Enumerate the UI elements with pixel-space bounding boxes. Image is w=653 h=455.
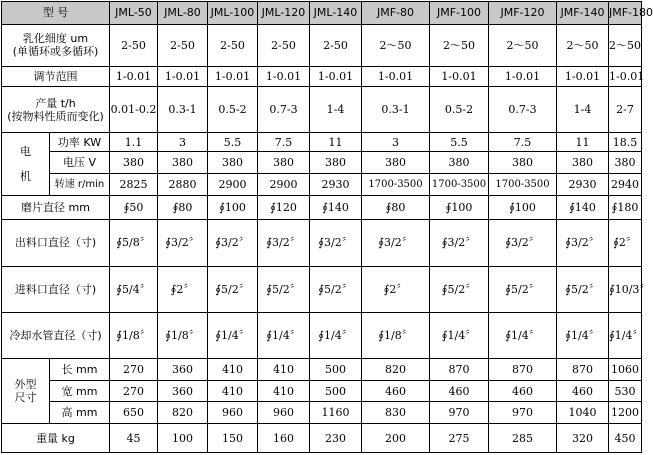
output-label xyxy=(2,87,110,132)
table-cell: ∮80 xyxy=(158,195,208,220)
table-cell: ∮1/4〞 xyxy=(557,312,609,358)
table-cell: ∮1/4〞 xyxy=(208,312,258,358)
table-cell: 1700-3500 xyxy=(430,173,489,195)
table-cell: 1-0.01 xyxy=(430,66,489,87)
table-cell: 870 xyxy=(430,359,489,381)
table-cell: 460 xyxy=(489,380,557,402)
table-cell: 500 xyxy=(310,380,362,402)
table-cell: ∮50 xyxy=(110,195,158,220)
model-header: JMF-180 xyxy=(609,2,642,25)
table-cell: ∮1/8〞 xyxy=(362,312,430,358)
table-cell: ∮5/2〞 xyxy=(310,266,362,312)
table-cell: 380 xyxy=(609,152,642,174)
dims-group-label-bottom: 尺寸 xyxy=(14,391,37,405)
table-cell: 460 xyxy=(362,380,430,402)
table-cell: ∮5/4〞 xyxy=(110,266,158,312)
table-cell: 380 xyxy=(258,152,310,174)
table-cell: 7.5 xyxy=(258,132,310,152)
table-cell: 410 xyxy=(208,359,258,381)
table-cell: ∮1/8〞 xyxy=(110,312,158,358)
table-cell: 380 xyxy=(430,152,489,174)
table-cell: ∮2〞 xyxy=(158,266,208,312)
table-cell: 270 xyxy=(110,359,158,381)
table-cell: 410 xyxy=(258,380,310,402)
cooling-row xyxy=(2,312,642,358)
table-cell: 360 xyxy=(158,380,208,402)
inlet-label: 进料口直径（寸) xyxy=(2,266,110,312)
range-row xyxy=(2,66,642,87)
table-cell: 1.1 xyxy=(110,132,158,152)
table-cell: ∮1/4〞 xyxy=(489,312,557,358)
range-label: 调节范围 xyxy=(2,66,110,87)
motor-speed-row xyxy=(2,173,642,195)
table-cell: 2825 xyxy=(110,173,158,195)
motor-voltage-row xyxy=(2,152,642,174)
table-cell: 150 xyxy=(208,424,258,453)
table-cell: 0.3-1 xyxy=(158,87,208,132)
output-label-line2: (按物料性质而变化) xyxy=(7,109,104,123)
table-cell: 0.5-2 xyxy=(430,87,489,132)
table-cell: 970 xyxy=(489,402,557,424)
weight-row xyxy=(2,424,642,453)
table-cell: 2-50 xyxy=(310,24,362,66)
model-header: JML-80 xyxy=(158,2,208,25)
table-cell: 1160 xyxy=(310,402,362,424)
table-cell: 380 xyxy=(489,152,557,174)
table-cell: 1-0.01 xyxy=(258,66,310,87)
disc-row xyxy=(2,195,642,220)
model-header: JML-140 xyxy=(310,2,362,25)
table-cell: 1-0.01 xyxy=(110,66,158,87)
table-cell: 275 xyxy=(430,424,489,453)
table-cell: ∮3/2〞 xyxy=(310,220,362,266)
motor-power-row xyxy=(2,132,642,152)
width-label: 宽 mm xyxy=(50,380,110,402)
table-cell: 380 xyxy=(208,152,258,174)
fineness-label-line2: (单循环或多循环) xyxy=(12,45,99,59)
table-cell: 2-7 xyxy=(609,87,642,132)
table-cell: 1-0.01 xyxy=(557,66,609,87)
model-header: JMF-100 xyxy=(430,2,489,25)
table-cell: ∮5/8〞 xyxy=(110,220,158,266)
table-cell: ∮5/2〞 xyxy=(208,266,258,312)
table-cell: 1-4 xyxy=(557,87,609,132)
table-cell: 870 xyxy=(489,359,557,381)
table-cell: 1-0.01 xyxy=(489,66,557,87)
table-cell: ∮5/2〞 xyxy=(258,266,310,312)
table-cell: 2-50 xyxy=(208,24,258,66)
table-cell: 2930 xyxy=(310,173,362,195)
output-row xyxy=(2,87,642,132)
table-cell: 1040 xyxy=(557,402,609,424)
table-cell: 0.7-3 xyxy=(489,87,557,132)
table-cell: 2900 xyxy=(258,173,310,195)
table-cell: 1200 xyxy=(609,402,642,424)
table-cell: 0.7-3 xyxy=(258,87,310,132)
motor-group-label-bottom: 机 xyxy=(20,169,31,183)
table-cell: ∮1/4〞 xyxy=(430,312,489,358)
table-cell: ∮5/2〞 xyxy=(430,266,489,312)
fineness-label xyxy=(2,24,110,66)
dims-width-row xyxy=(2,380,642,402)
table-cell: ∮3/2〞 xyxy=(362,220,430,266)
table-cell: 650 xyxy=(110,402,158,424)
dims-group-label-top: 外型 xyxy=(14,378,37,392)
table-cell: 460 xyxy=(557,380,609,402)
table-cell: 270 xyxy=(110,380,158,402)
table-cell: ∮100 xyxy=(489,195,557,220)
table-cell: 1-4 xyxy=(310,87,362,132)
table-cell: 2880 xyxy=(158,173,208,195)
table-cell: 2-50 xyxy=(158,24,208,66)
model-header: JML-120 xyxy=(258,2,310,25)
table-cell: ∮3/2〞 xyxy=(430,220,489,266)
table-cell: 500 xyxy=(310,359,362,381)
cooling-label: 冷却水管直径（寸) xyxy=(2,312,110,358)
table-cell: 18.5 xyxy=(609,132,642,152)
table-cell: 2～50 xyxy=(430,24,489,66)
table-cell: 11 xyxy=(557,132,609,152)
table-cell: 0.3-1 xyxy=(362,87,430,132)
table-cell: 3 xyxy=(362,132,430,152)
table-cell: ∮140 xyxy=(310,195,362,220)
outlet-label: 出料口直径（寸) xyxy=(2,220,110,266)
table-cell: 1060 xyxy=(609,359,642,381)
table-cell: 230 xyxy=(310,424,362,453)
table-cell: 1-0.01 xyxy=(208,66,258,87)
table-cell: 960 xyxy=(208,402,258,424)
table-cell: 285 xyxy=(489,424,557,453)
table-cell: 5.5 xyxy=(208,132,258,152)
table-cell: ∮1/4〞 xyxy=(609,312,642,358)
dims-group-label xyxy=(2,359,50,424)
fineness-label-line1: 乳化细度 um xyxy=(22,32,89,46)
table-cell: 2～50 xyxy=(362,24,430,66)
model-header: JMF-80 xyxy=(362,2,430,25)
table-cell: 320 xyxy=(557,424,609,453)
table-cell: ∮100 xyxy=(430,195,489,220)
header-row xyxy=(2,2,642,25)
model-header: JMF-140 xyxy=(557,2,609,25)
inlet-row xyxy=(2,266,642,312)
table-cell: 2～50 xyxy=(609,24,642,66)
table-cell: 1-0.01 xyxy=(609,66,642,87)
table-cell: 1700-3500 xyxy=(362,173,430,195)
model-header: JMF-120 xyxy=(489,2,557,25)
table-cell: 11 xyxy=(310,132,362,152)
table-cell: ∮5/2〞 xyxy=(489,266,557,312)
table-cell: ∮1/4〞 xyxy=(258,312,310,358)
table-cell: ∮140 xyxy=(557,195,609,220)
table-cell: 2940 xyxy=(609,173,642,195)
table-cell: 5.5 xyxy=(430,132,489,152)
table-cell: ∮1/4〞 xyxy=(310,312,362,358)
table-cell: ∮5/2〞 xyxy=(557,266,609,312)
disc-label: 磨片直径 mm xyxy=(2,195,110,220)
table-cell: 1-0.01 xyxy=(310,66,362,87)
table-cell: 160 xyxy=(258,424,310,453)
table-cell: ∮10/3〞 xyxy=(609,266,642,312)
table-cell: 1700-3500 xyxy=(489,173,557,195)
table-cell: 3 xyxy=(158,132,208,152)
table-cell: 380 xyxy=(557,152,609,174)
dims-height-row xyxy=(2,402,642,424)
table-cell: 450 xyxy=(609,424,642,453)
table-cell: ∮2〞 xyxy=(609,220,642,266)
output-label-line1: 产量 t/h xyxy=(35,96,76,110)
length-label: 长 mm xyxy=(50,359,110,381)
table-cell: ∮1/8〞 xyxy=(158,312,208,358)
table-cell: ∮3/2〞 xyxy=(208,220,258,266)
table-cell: 200 xyxy=(362,424,430,453)
model-header: JML-100 xyxy=(208,2,258,25)
table-cell: ∮80 xyxy=(362,195,430,220)
table-cell: ∮3/2〞 xyxy=(557,220,609,266)
voltage-label: 电压 V xyxy=(50,152,110,174)
table-cell: 2-50 xyxy=(110,24,158,66)
table-cell: 100 xyxy=(158,424,208,453)
table-cell: 2930 xyxy=(557,173,609,195)
table-cell: 380 xyxy=(158,152,208,174)
table-cell: 830 xyxy=(362,402,430,424)
table-cell: ∮120 xyxy=(258,195,310,220)
table-cell: 2～50 xyxy=(489,24,557,66)
weight-label: 重量 kg xyxy=(2,424,110,453)
table-cell: 530 xyxy=(609,380,642,402)
model-header: JML-50 xyxy=(110,2,158,25)
table-cell: 960 xyxy=(258,402,310,424)
fineness-row xyxy=(2,24,642,66)
table-cell: 360 xyxy=(158,359,208,381)
table-cell: 380 xyxy=(310,152,362,174)
table-cell: 2～50 xyxy=(557,24,609,66)
motor-group-label-top: 电 xyxy=(20,144,31,158)
height-label: 高 mm xyxy=(50,402,110,424)
speed-label: 转速 r/min xyxy=(50,173,110,195)
table-cell: ∮3/2〞 xyxy=(258,220,310,266)
table-cell: 460 xyxy=(430,380,489,402)
table-cell: ∮2〞 xyxy=(362,266,430,312)
table-cell: 820 xyxy=(158,402,208,424)
dims-length-row xyxy=(2,359,642,381)
table-cell: ∮180 xyxy=(609,195,642,220)
table-cell: 410 xyxy=(208,380,258,402)
outlet-row xyxy=(2,220,642,266)
table-cell: 870 xyxy=(557,359,609,381)
power-label: 功率 KW xyxy=(50,132,110,152)
table-cell: ∮3/2〞 xyxy=(489,220,557,266)
table-cell: ∮100 xyxy=(208,195,258,220)
table-cell: 2900 xyxy=(208,173,258,195)
table-cell: 410 xyxy=(258,359,310,381)
table-cell: 380 xyxy=(362,152,430,174)
table-cell: 45 xyxy=(110,424,158,453)
table-cell: 7.5 xyxy=(489,132,557,152)
table-cell: 820 xyxy=(362,359,430,381)
table-cell: 970 xyxy=(430,402,489,424)
table-cell: 380 xyxy=(110,152,158,174)
table-cell: ∮3/2〞 xyxy=(158,220,208,266)
motor-group-label xyxy=(2,132,50,195)
model-header-label: 型 号 xyxy=(2,2,110,25)
table-cell: 1-0.01 xyxy=(362,66,430,87)
table-cell: 0.5-2 xyxy=(208,87,258,132)
table-cell: 1-0.01 xyxy=(158,66,208,87)
spec-table xyxy=(1,1,653,453)
table-cell: 2-50 xyxy=(258,24,310,66)
table-cell: 0.01-0.2 xyxy=(110,87,158,132)
